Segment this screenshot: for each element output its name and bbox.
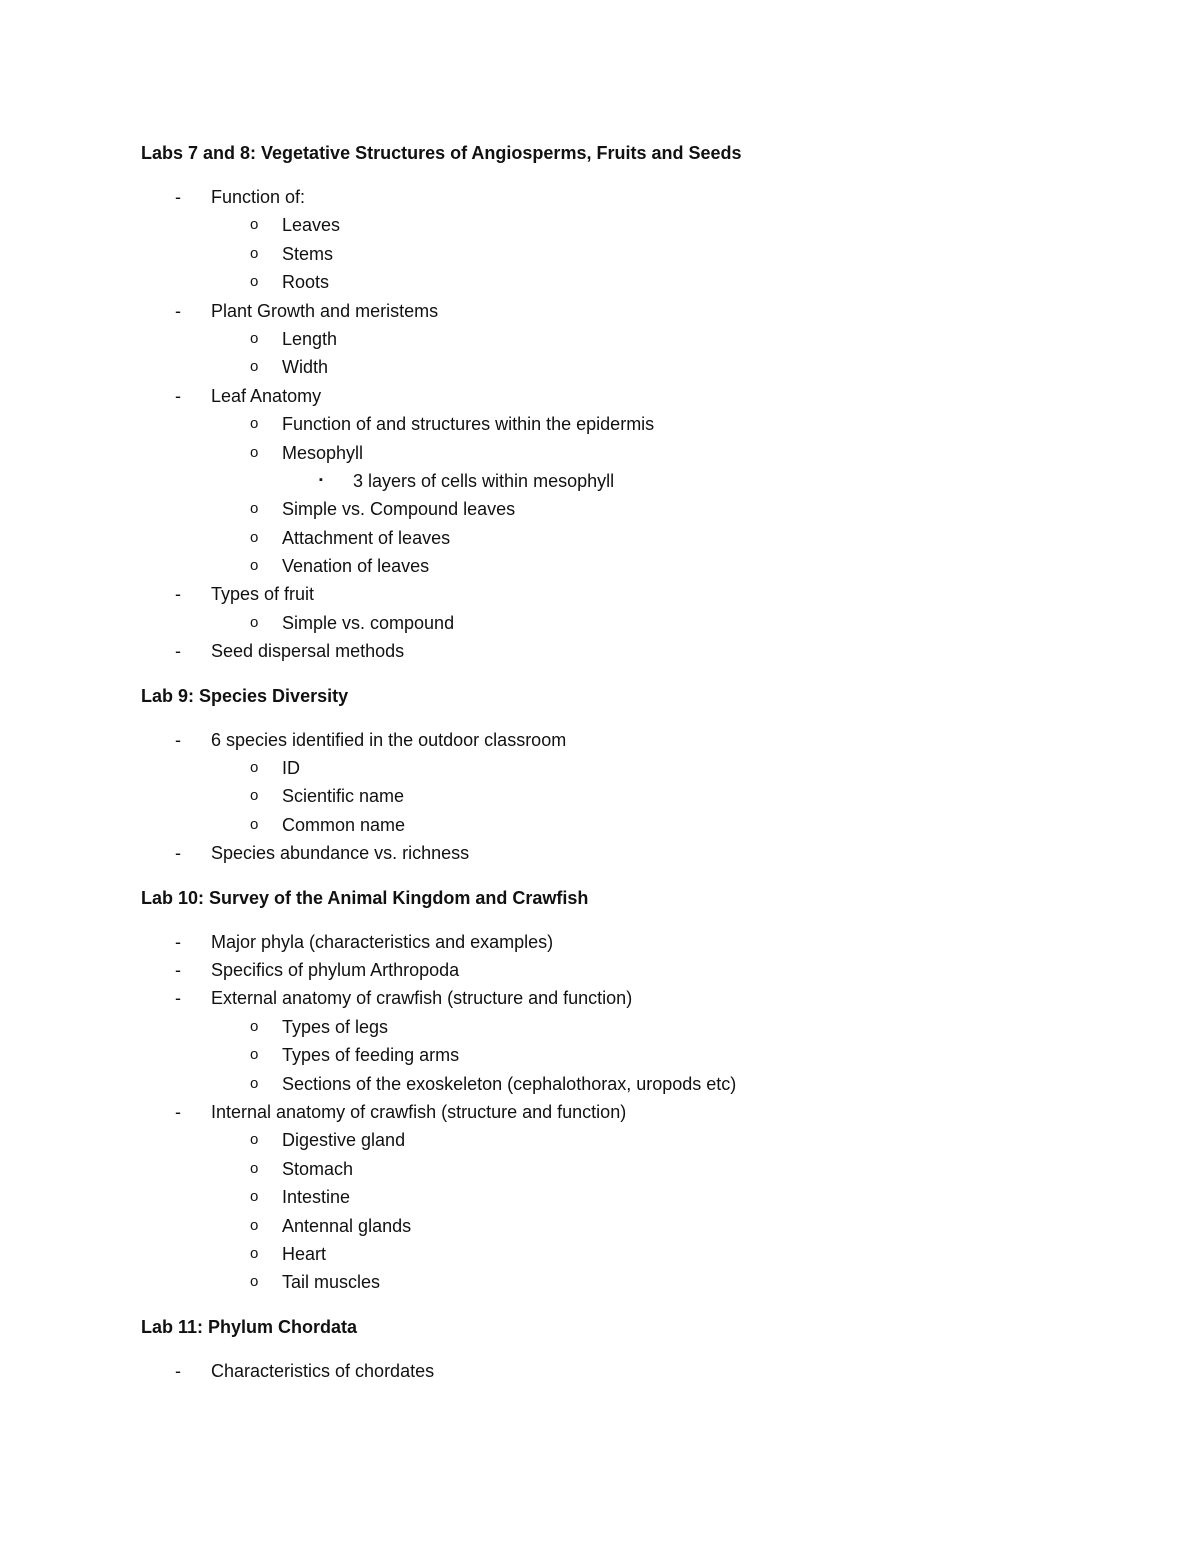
list-item-text: Types of legs xyxy=(282,1016,389,1037)
list-item xyxy=(141,1268,1141,1296)
circle-bullet-icon: o xyxy=(250,443,259,461)
circle-bullet-icon: o xyxy=(250,1216,259,1234)
list-item xyxy=(141,956,1141,984)
dash-bullet: - xyxy=(175,385,181,406)
section-heading: Labs 7 and 8: Vegetative Structures of Angiosperms, Fruits and Seeds xyxy=(141,143,742,163)
list-item-text: 3 layers of cells within mesophyll xyxy=(353,470,615,491)
circle-bullet-icon: o xyxy=(250,528,259,546)
list-item xyxy=(141,782,1141,810)
list-item-text: Heart xyxy=(282,1243,327,1264)
list-item xyxy=(141,1098,1141,1126)
circle-bullet-icon: o xyxy=(250,415,259,433)
list-item xyxy=(141,439,1141,467)
list-item xyxy=(141,382,1141,410)
list-item xyxy=(141,754,1141,782)
list-item xyxy=(141,609,1141,637)
dash-bullet: - xyxy=(175,729,181,750)
list-item xyxy=(141,1070,1141,1098)
dash-bullet: - xyxy=(175,931,181,952)
circle-bullet-icon: o xyxy=(250,216,259,234)
circle-bullet-icon: o xyxy=(250,329,259,347)
list-item-text: Stomach xyxy=(282,1158,354,1179)
dash-bullet: - xyxy=(175,641,181,662)
section-heading: Lab 9: Species Diversity xyxy=(141,685,349,706)
list-item xyxy=(141,637,1141,665)
list-item-text: Tail muscles xyxy=(282,1272,381,1293)
list-item xyxy=(141,325,1141,353)
list-item xyxy=(141,240,1141,268)
list-item-text: Plant Growth and meristems xyxy=(211,300,439,321)
list-item-text: Leaf Anatomy xyxy=(211,385,322,406)
circle-bullet-icon: o xyxy=(250,759,259,777)
list-item xyxy=(141,1240,1141,1268)
list-item-text: Major phyla (characteristics and examples) xyxy=(211,931,554,952)
circle-bullet-icon: o xyxy=(250,1159,259,1177)
list-item-text: Specifics of phylum Arthropoda xyxy=(211,959,460,980)
list-item-text: Internal anatomy of crawfish (structure and function) xyxy=(211,1101,627,1122)
dash-bullet: - xyxy=(175,843,181,864)
list-item-text: Sections of the exoskeleton (cephalothorax, uropods etc) xyxy=(282,1073,737,1094)
circle-bullet-icon: o xyxy=(250,358,259,376)
list-item xyxy=(141,580,1141,608)
list-item xyxy=(141,1041,1141,1069)
circle-bullet-icon: o xyxy=(250,244,259,262)
section-heading: Lab 10: Survey of the Animal Kingdom and Crawfish xyxy=(141,887,589,908)
circle-bullet-icon: o xyxy=(250,1188,259,1206)
list-item xyxy=(141,495,1141,523)
circle-bullet-icon: o xyxy=(250,613,259,631)
list-item xyxy=(141,211,1141,239)
circle-bullet-icon: o xyxy=(250,1131,259,1149)
dash-bullet: - xyxy=(175,187,181,207)
list-item xyxy=(141,839,1141,867)
list-item-text: Species abundance vs. richness xyxy=(211,843,470,864)
dash-bullet: - xyxy=(175,988,181,1009)
list-item xyxy=(141,524,1141,552)
list-item-text: Common name xyxy=(282,814,406,835)
list-item-text: Characteristics of chordates xyxy=(211,1360,435,1381)
list-item xyxy=(141,984,1141,1012)
list-item-text: Attachment of leaves xyxy=(282,527,451,548)
list-item-text: Leaves xyxy=(282,215,341,236)
list-item xyxy=(141,410,1141,438)
circle-bullet-icon: o xyxy=(250,1046,259,1064)
list-item xyxy=(141,353,1141,381)
list-item xyxy=(141,183,1141,211)
list-item-text: External anatomy of crawfish (structure and function) xyxy=(211,988,633,1009)
list-item xyxy=(141,297,1141,325)
list-item xyxy=(141,726,1141,754)
dash-bullet: - xyxy=(175,300,181,321)
dash-bullet: - xyxy=(175,584,181,605)
list-item-text: Seed dispersal methods xyxy=(211,641,405,662)
list-item xyxy=(141,467,1141,495)
circle-bullet-icon: o xyxy=(250,1074,259,1092)
circle-bullet-icon: o xyxy=(250,273,259,291)
list-item-text: ID xyxy=(282,758,300,779)
list-item xyxy=(141,1183,1141,1211)
list-item xyxy=(141,552,1141,580)
section-heading: Lab 11: Phylum Chordata xyxy=(141,1316,358,1337)
list-item xyxy=(141,1212,1141,1240)
circle-bullet-icon: o xyxy=(250,1244,259,1262)
list-item xyxy=(141,1357,1141,1385)
list-item-text: Simple vs. Compound leaves xyxy=(282,499,516,520)
list-item-text: Types of feeding arms xyxy=(282,1045,460,1066)
square-bullet-icon: ▪ xyxy=(319,473,323,486)
list-item-text: Simple vs. compound xyxy=(282,612,455,633)
list-item-text: Length xyxy=(282,328,338,349)
list-item-text: Antennal glands xyxy=(282,1215,412,1236)
list-item-text: 6 species identified in the outdoor classroom xyxy=(211,729,567,750)
document-page xyxy=(141,139,1141,1385)
list-item-text: Scientific name xyxy=(282,786,405,807)
circle-bullet-icon: o xyxy=(250,557,259,575)
list-item-text: Function of and structures within the epidermis xyxy=(282,414,655,435)
list-item-text: Function of: xyxy=(211,187,306,207)
list-item xyxy=(141,1013,1141,1041)
dash-bullet: - xyxy=(175,1360,181,1381)
list-item-text: Stems xyxy=(282,243,334,264)
dash-bullet: - xyxy=(175,959,181,980)
circle-bullet-icon: o xyxy=(250,787,259,805)
list-item-text: Digestive gland xyxy=(282,1130,406,1151)
circle-bullet-icon: o xyxy=(250,1273,259,1291)
list-item xyxy=(141,928,1141,956)
list-item xyxy=(141,1126,1141,1154)
list-item-text: Mesophyll xyxy=(282,442,364,463)
dash-bullet: - xyxy=(175,1101,181,1122)
circle-bullet-icon: o xyxy=(250,1017,259,1035)
list-item-text: Types of fruit xyxy=(211,584,315,605)
list-item xyxy=(141,268,1141,296)
list-item-text: Width xyxy=(282,357,329,378)
circle-bullet-icon: o xyxy=(250,815,259,833)
list-item-text: Roots xyxy=(282,272,330,293)
list-item-text: Venation of leaves xyxy=(282,556,430,577)
list-item xyxy=(141,811,1141,839)
list-item-text: Intestine xyxy=(282,1187,351,1208)
list-item xyxy=(141,1155,1141,1183)
circle-bullet-icon: o xyxy=(250,500,259,518)
